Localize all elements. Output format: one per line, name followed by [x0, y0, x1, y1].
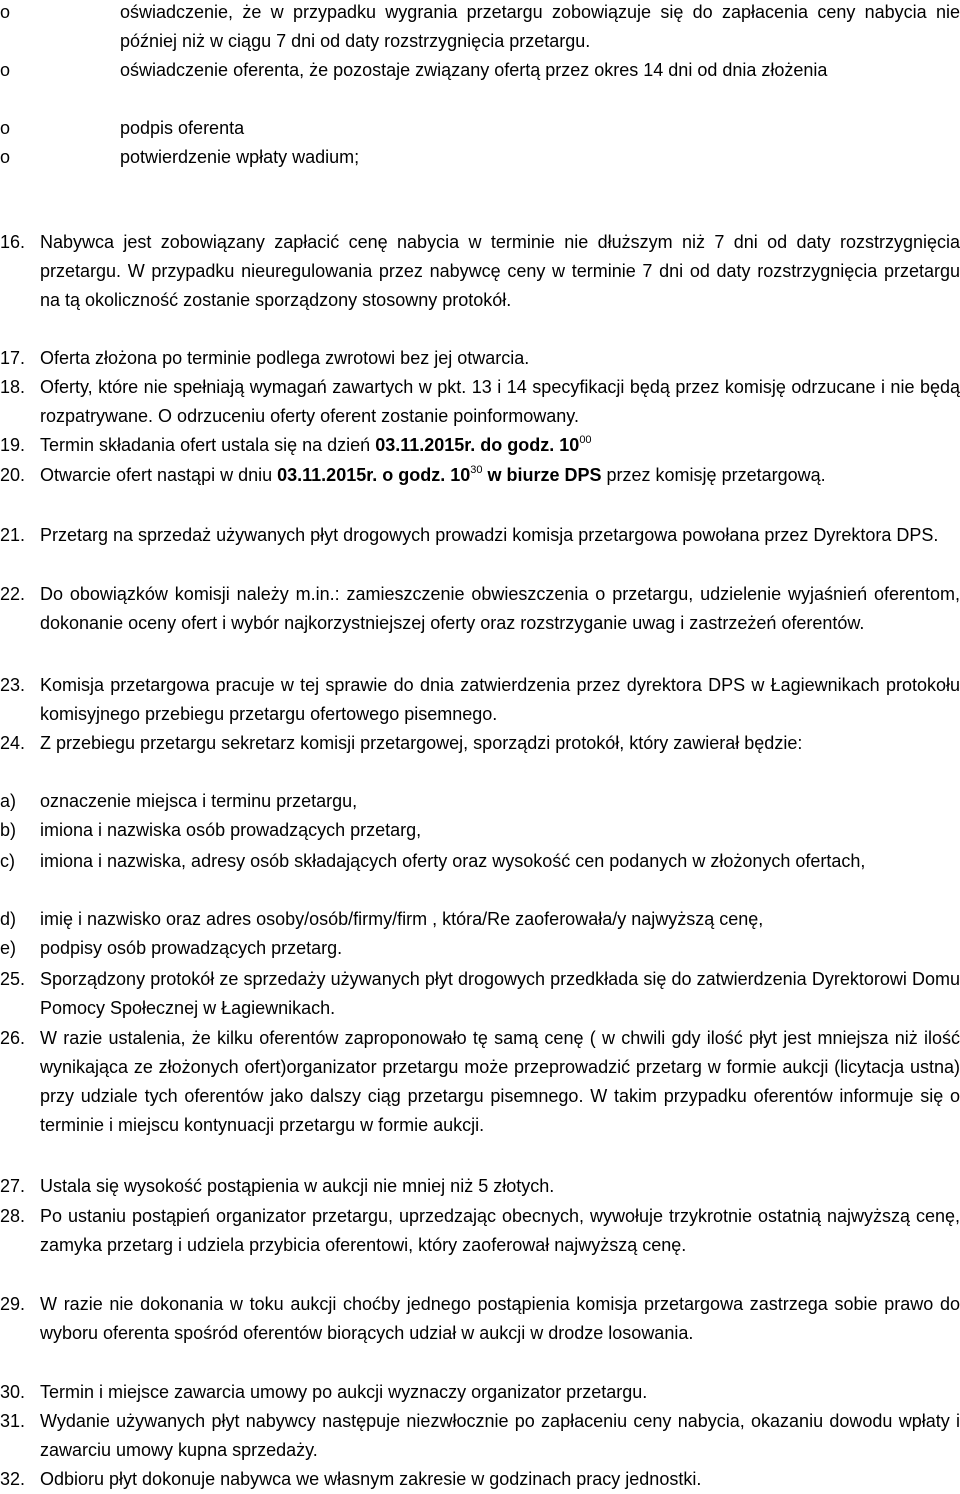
bullet-marker: o — [0, 60, 11, 80]
sub-item-letter: b) — [0, 820, 17, 840]
item-text-plain: przez komisję przetargową. — [601, 465, 826, 485]
item-text-plain: Otwarcie ofert nastąpi w dniu — [40, 465, 278, 485]
item-text: Komisja przetargowa pracuje w tej sprawie do dnia zatwierdzenia przez dyrektora DPS w Łagiewnikach protokołu komisyjnego przebiegu przetargu ofertowego pisemnego. — [40, 675, 960, 724]
item-number: 32. — [0, 1469, 26, 1489]
bullet-marker: o — [0, 2, 11, 22]
item-text-plain: Termin składania ofert ustala się na dzień — [40, 435, 376, 455]
item-text: Do obowiązków komisji należy m.in.: zamieszczenie obwieszczenia o przetargu, udzielenie wyjaśnień oferentom, dokonanie oceny ofert i wybór najkorzystniejszej oferty oraz rozstrzyganie uwag i zastrzeżeń oferentów. — [40, 584, 960, 633]
item-text: Sporządzony protokół ze sprzedaży używanych płyt drogowych przedkłada się do zatwierdzenia Dyrektorowi Domu Pomocy Społecznej w Łagiewnikach. — [40, 969, 960, 1018]
sub-item-letter: a) — [0, 791, 17, 811]
item-number: 22. — [0, 584, 26, 604]
item-number: 16. — [0, 232, 26, 252]
deadline-hour: 10 — [559, 435, 580, 455]
sub-item-text: imiona i nazwiska, adresy osób składających oferty oraz wysokość cen podanych w złożonych ofertach, — [40, 851, 866, 871]
item-text: Po ustaniu postąpień organizator przetargu, uprzedzając obecnych, wywołuje trzykrotnie ostatnią najwyższą cenę, zamyka przetarg i udziela przybicia oferentowi, który zaoferował najwyższą cenę. — [40, 1206, 960, 1255]
item-number: 21. — [0, 525, 26, 545]
item-text: Termin i miejsce zawarcia umowy po aukcji wyznaczy organizator przetargu. — [40, 1382, 648, 1402]
bullet-text: oświadczenie oferenta, że pozostaje związany ofertą przez okres 14 dni od dnia złożenia — [120, 60, 828, 80]
item-number: 23. — [0, 675, 26, 695]
item-text: Ustala się wysokość postąpienia w aukcji nie mniej niż 5 złotych. — [40, 1176, 555, 1196]
sub-item-text: podpisy osób prowadzących przetarg. — [40, 938, 343, 958]
item-text: Oferta złożona po terminie podlega zwrotowi bez jej otwarcia. — [40, 348, 530, 368]
item-text: W razie ustalenia, że kilku oferentów zaproponowało tę samą cenę ( w chwili gdy ilość płyt jest mniejsza niż ilość wynikająca ze złożonych ofert)organizator przetargu może przeprowadzić przetarg w formie aukcji (licytacja ustna) przy udziale tych oferentów jako dalszy ciąg przetargu pisemnego. W takim przypadku oferentów informuje się o terminie i miejscu kontynuacji przetargu w formie aukcji. — [40, 1028, 960, 1135]
sub-item-letter: d) — [0, 909, 17, 929]
sub-item-text: oznaczenie miejsca i terminu przetargu, — [40, 791, 358, 811]
item-number: 19. — [0, 435, 26, 455]
item-text — [40, 431, 960, 460]
item-number: 18. — [0, 377, 26, 397]
bullet-marker: o — [0, 147, 11, 167]
item-number: 27. — [0, 1176, 26, 1196]
opening-place: w biurze DPS — [482, 465, 602, 485]
item-text — [40, 461, 960, 490]
item-number: 17. — [0, 348, 26, 368]
opening-minutes: 30 — [470, 464, 483, 476]
item-number: 26. — [0, 1028, 26, 1048]
item-text: Z przebiegu przetargu sekretarz komisji przetargowej, sporządzi protokół, który zawierał będzie: — [40, 733, 803, 753]
opening-date: 03.11.2015r. — [277, 465, 378, 485]
item-text: W razie nie dokonania w toku aukcji choćby jednego postąpienia komisja przetargowa zastrzega sobie prawo do wyboru oferenta spośród oferentów biorących udział w aukcji w drodze losowania. — [40, 1294, 960, 1343]
bullet-text: potwierdzenie wpłaty wadium; — [120, 147, 360, 167]
sub-item-letter: c) — [0, 851, 15, 871]
deadline-minutes: 00 — [579, 434, 592, 446]
bullet-text: oświadczenie, że w przypadku wygrania przetargu zobowiązuje się do zapłacenia ceny nabycia nie później niż w ciągu 7 dni od daty rozstrzygnięcia przetargu. — [120, 2, 960, 51]
item-number: 29. — [0, 1294, 26, 1314]
item-number: 31. — [0, 1411, 26, 1431]
item-text: Nabywca jest zobowiązany zapłacić cenę nabycia w terminie nie dłuższym niż 7 dni od daty rozstrzygnięcia przetargu. W przypadku nieuregulowania przez nabywcę ceny w terminie 7 dni od daty rozstrzygnięcia przetargu na tą okoliczność zostanie sporządzony stosowny protokół. — [40, 232, 960, 310]
sub-item-text: imiona i nazwiska osób prowadzących przetarg, — [40, 820, 422, 840]
item-text: Przetarg na sprzedaż używanych płyt drogowych prowadzi komisja przetargowa powołana przez Dyrektora DPS. — [40, 525, 939, 545]
item-number: 25. — [0, 969, 26, 989]
item-number: 20. — [0, 465, 26, 485]
item-number: 28. — [0, 1206, 26, 1226]
item-text: Odbioru płyt dokonuje nabywca we własnym zakresie w godzinach pracy jednostki. — [40, 1469, 702, 1489]
opening-hour: 10 — [450, 465, 471, 485]
bullet-marker: o — [0, 118, 11, 138]
sub-item-letter: e) — [0, 938, 17, 958]
bullet-text: podpis oferenta — [120, 118, 245, 138]
item-number: 30. — [0, 1382, 26, 1402]
deadline-label: do godz. — [475, 435, 560, 455]
deadline-date: 03.11.2015r. — [375, 435, 476, 455]
item-text: Oferty, które nie spełniają wymagań zawartych w pkt. 13 i 14 specyfikacji będą przez komisję odrzucane i nie będą rozpatrywane. O odrzuceniu oferty oferent zostanie poinformowany. — [40, 377, 960, 426]
item-number: 24. — [0, 733, 26, 753]
item-text: Wydanie używanych płyt nabywcy następuje niezwłocznie po zapłaceniu ceny nabycia, okazaniu dowodu wpłaty i zawarciu umowy kupna sprzedaży. — [40, 1411, 960, 1460]
sub-item-text: imię i nazwisko oraz adres osoby/osób/firmy/firm , która/Re zaoferowała/y najwyższą cenę, — [40, 909, 764, 929]
opening-label: o godz. — [377, 465, 451, 485]
